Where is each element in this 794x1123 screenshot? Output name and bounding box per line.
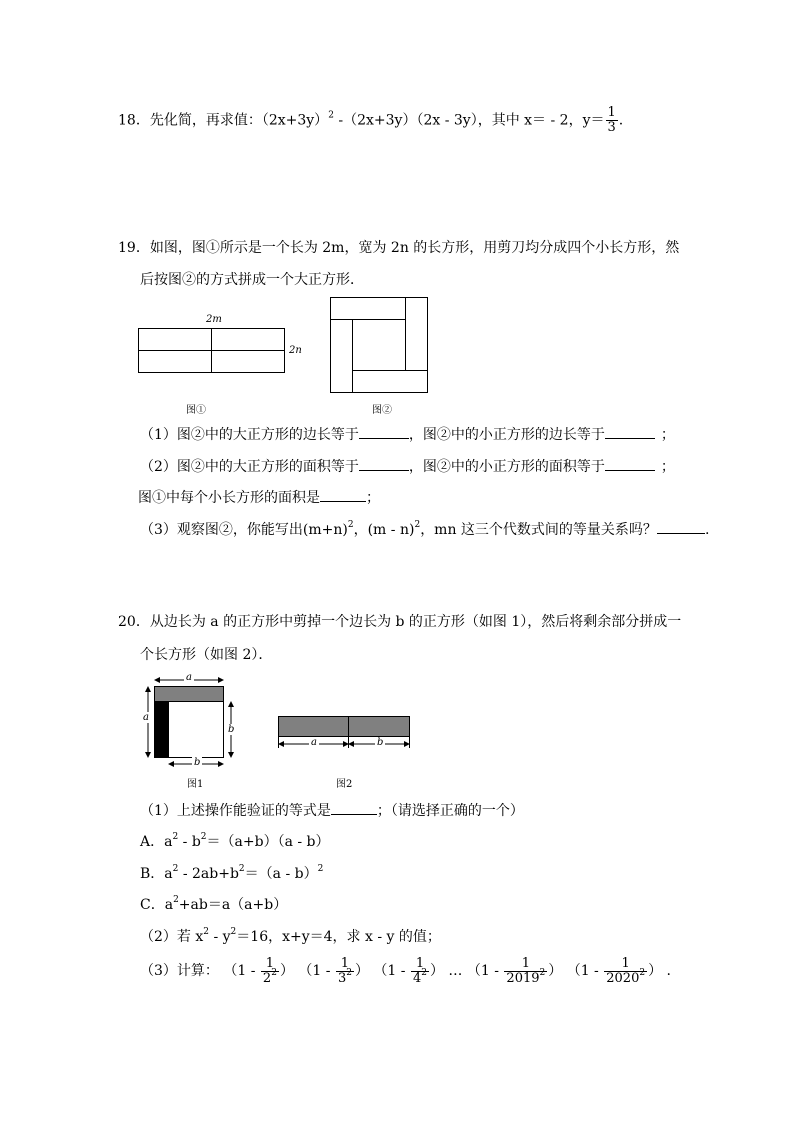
q20-part2-text: - y: [209, 929, 231, 945]
q19-part2: [140, 456, 675, 477]
q19-part1-text-a: （1）图②中的大正方形的边长等于: [140, 427, 359, 443]
term-fraction: [504, 957, 547, 986]
fraction-numerator: 1: [411, 957, 429, 972]
option-c-text: +ab＝a（a+b）: [178, 897, 288, 913]
q19-fig2-caption: 图②: [372, 405, 392, 416]
q20-fig1-caption: 图1: [187, 779, 204, 790]
q18-text-b: -（2x+3y）（2x - 3y），其中 x＝ - 2，y＝: [333, 112, 605, 129]
exponent: 2: [172, 864, 179, 874]
term-open: （1 -: [373, 963, 410, 979]
exponent: 2: [414, 520, 421, 530]
option-a-text: ＝（a+b）（a - b）: [206, 834, 330, 850]
q20-part3: [140, 956, 671, 986]
term-fraction: [604, 957, 647, 986]
exponent: 2: [347, 520, 354, 530]
product-term: [298, 955, 369, 986]
ellipsis: …: [448, 963, 463, 979]
fraction-numerator: 1: [607, 105, 616, 120]
q20-part1-text-a: （1）上述操作能验证的等式是: [140, 803, 331, 819]
fraction-denominator: [411, 967, 429, 986]
term-fraction: [411, 957, 429, 986]
q19-figure-1: [138, 328, 288, 374]
answer-blank[interactable]: [320, 487, 366, 502]
term-close: ）: [429, 963, 444, 979]
q18-line: [118, 106, 623, 135]
fraction-numerator: 1: [336, 957, 354, 972]
fraction-numerator: 1: [604, 957, 647, 972]
q20-stem-line2: 个长方形（如图 2）．: [140, 647, 273, 663]
q18-fraction: [606, 106, 618, 135]
term-close: ）: [279, 963, 294, 979]
q19-stem-line2: 后按图②的方式拼成一个大正方形．: [140, 272, 364, 288]
exponent: 2: [203, 927, 209, 937]
term-fraction: [261, 957, 279, 986]
q19-part3-end: .: [704, 522, 710, 538]
q20-figure-1: [140, 672, 240, 768]
q19-part3: [140, 519, 709, 540]
denominator-base: 2020: [606, 970, 640, 986]
term-fraction: [336, 957, 354, 986]
fraction-numerator: 1: [504, 957, 547, 972]
product-term: [223, 955, 294, 986]
q20-fig2-a: a: [311, 737, 317, 748]
exponent: 2: [200, 832, 207, 842]
exponent: 2: [173, 895, 179, 905]
q19-part2-text-a: （2）图②中的大正方形的面积等于: [140, 459, 359, 475]
exponent: 2: [539, 967, 546, 978]
q20-part2-text: （2）若 x: [140, 929, 204, 945]
q20-fig1-a-left: a: [143, 712, 149, 723]
q19-part3-text-b: ，(m - n): [353, 522, 415, 538]
q19-part1-text-b: ，图②中的小正方形的边长等于: [408, 427, 605, 443]
denominator-base: 2: [262, 970, 272, 986]
q19-part2-line2-end: ；: [366, 490, 380, 506]
fraction-numerator: 1: [261, 957, 279, 972]
q20-option-a: [140, 832, 330, 852]
q19-fig1-side-label: 2n: [289, 345, 302, 356]
term-open: （1 -: [298, 963, 335, 979]
denominator-base: 4: [412, 970, 422, 986]
q20-option-c: [140, 895, 287, 915]
option-c-text: C．a: [140, 897, 174, 913]
q20-fig1-b-right: b: [228, 724, 235, 735]
fraction-denominator: 3: [607, 120, 616, 135]
q19-part3-text-c: ，mn 这三个代数式间的等量关系吗？: [420, 522, 657, 538]
q18-text-a: 先化简，再求值：（2x+3y）: [149, 112, 329, 129]
term-close: ）: [548, 963, 563, 979]
answer-blank[interactable]: [605, 456, 655, 471]
q20-figure-2: [276, 714, 416, 754]
q20-number: 20．: [118, 614, 150, 630]
product-term: [566, 955, 663, 986]
q19-part2-line2-text: 图①中每个小长方形的面积是: [138, 490, 320, 506]
q18-end: .: [618, 112, 624, 129]
product-term: [373, 955, 444, 986]
q19-figure-2: [330, 297, 430, 395]
q20-fig1-b-bottom: b: [194, 757, 201, 768]
q19-part2-text-c: ；: [660, 459, 675, 475]
q20-part2-text: ＝16，x+y＝4，求 x - y 的值；: [236, 929, 441, 945]
product-term: [466, 955, 563, 986]
q20-part3-end: .: [666, 963, 671, 979]
answer-blank[interactable]: [605, 424, 655, 439]
q19-stem-line1: 如图，图①所示是一个长为 2m，宽为 2n 的长方形，用剪刀均分成四个小长方形，然: [149, 240, 680, 256]
q20-line1: [118, 612, 681, 632]
exponent: 2: [238, 864, 245, 874]
q19-line1: [118, 238, 679, 258]
q19-part1: [140, 424, 675, 445]
q20-fig1-a-top: a: [186, 672, 192, 683]
q20-option-b: [140, 864, 323, 884]
answer-blank[interactable]: [331, 800, 377, 815]
answer-blank[interactable]: [359, 424, 409, 439]
answer-blank[interactable]: [359, 456, 409, 471]
q20-stem-line1: 从边长为 a 的正方形中剪掉一个边长为 b 的正方形（如图 1），然后将剩余部分拼成一: [149, 614, 682, 630]
q18-exponent: 2: [328, 110, 334, 121]
fraction-denominator: [604, 967, 647, 986]
answer-blank[interactable]: [657, 519, 705, 534]
q18-number: 18．: [118, 112, 150, 129]
q19-line2: [140, 270, 364, 290]
exponent: 2: [421, 967, 427, 978]
q19-fig1-top-label: 2m: [206, 314, 222, 325]
term-open: （1 -: [466, 963, 504, 979]
denominator-base: 3: [337, 970, 347, 986]
exponent: 2: [639, 967, 646, 978]
term-open: （1 -: [223, 963, 260, 979]
option-b-text: B．a: [140, 866, 173, 882]
q19-part2-text-b: ，图②中的小正方形的面积等于: [408, 459, 605, 475]
q19-number: 19．: [118, 240, 150, 256]
q19-part1-text-c: ；: [660, 427, 675, 443]
fraction-denominator: [504, 967, 547, 986]
q19-part2-line2: [138, 487, 380, 508]
exponent: 2: [271, 967, 277, 978]
q20-fig2-caption: 图2: [336, 779, 353, 790]
denominator-base: 2019: [506, 970, 540, 986]
option-b-text: ＝（a - b）: [244, 866, 318, 882]
q20-part3-lead: （3）计算：: [140, 963, 219, 979]
term-close: ）: [354, 963, 369, 979]
exponent: 2: [346, 967, 352, 978]
option-a-text: A．a: [140, 834, 173, 850]
q20-part1: [140, 800, 524, 821]
exponent: 2: [172, 832, 179, 842]
q20-part1-text-b: ；（请选择正确的一个）: [376, 803, 524, 819]
term-close: ）: [648, 963, 663, 979]
option-a-text: - b: [178, 834, 201, 850]
option-b-text: - 2ab+b: [178, 866, 239, 882]
q19-part3-text-a: （3）观察图②，你能写出(m+n): [140, 522, 348, 538]
q20-fig2-b: b: [377, 737, 384, 748]
exponent: 2: [317, 864, 324, 874]
q20-part2: [140, 927, 441, 947]
exponent: 2: [230, 927, 237, 937]
term-open: （1 -: [566, 963, 604, 979]
fraction-denominator: [261, 967, 279, 986]
fraction-denominator: [336, 967, 354, 986]
q20-line2: [140, 645, 272, 665]
q19-fig1-caption: 图①: [186, 405, 206, 416]
